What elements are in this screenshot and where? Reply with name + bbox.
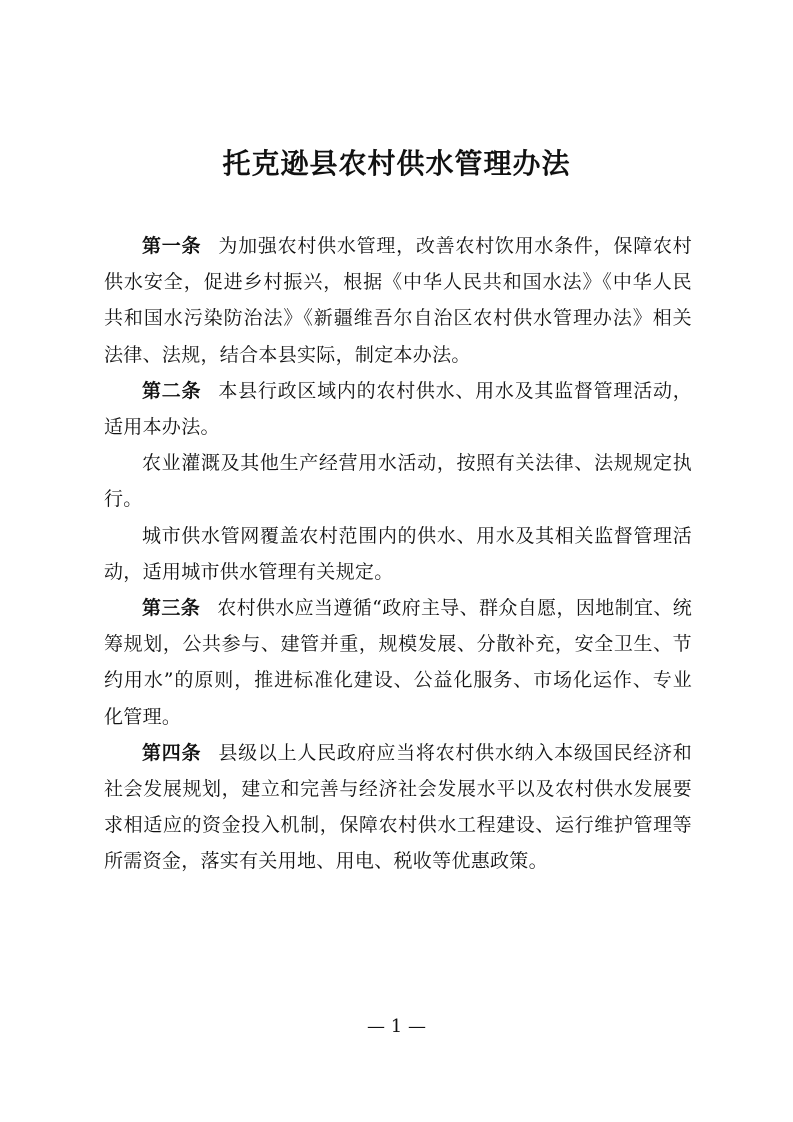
paragraph-text: 城市供水管网覆盖农村范围内的供水、用水及其相关监督管理活动，适用城市供水管理有关规定。: [104, 524, 692, 583]
paragraph-text: 农业灌溉及其他生产经营用水活动，按照有关法律、法规规定执行。: [104, 452, 692, 511]
paragraph-article-2: [104, 373, 692, 445]
article-number: 第一条: [142, 235, 202, 257]
paragraph-article-2-clause-2: [104, 445, 692, 517]
paragraph-article-1: [104, 228, 692, 373]
article-number: 第四条: [142, 741, 202, 764]
paragraph-text: 本县行政区域内的农村供水、用水及其监督管理活动，适用本办法。: [104, 379, 692, 439]
document-title: 托克逊县农村供水管理办法: [222, 147, 571, 180]
document-body: [104, 228, 692, 880]
paragraph-article-4: [104, 735, 692, 880]
paragraph-article-2-clause-3: [104, 518, 692, 590]
page-number: — 1 —: [367, 1016, 426, 1037]
article-number: 第三条: [142, 597, 201, 620]
paragraph-text: 为加强农村供水管理，改善农村饮用水条件，保障农村供水安全，促进乡村振兴，根据《中华人民共和国水法》《中华人民共和国水污染防治法》《新疆维吾尔自治区农村供水管理办法》相关法律、法规，结合本县实际，制定本办法。: [104, 235, 692, 366]
paragraph-text: 县级以上人民政府应当将农村供水纳入本级国民经济和社会发展规划，建立和完善与经济社会发展水平以及农村供水发展要求相适应的资金投入机制，保障农村供水工程建设、运行维护管理等所需资金，落实有关用地、用电、税收等优惠政策。: [104, 741, 692, 873]
paragraph-text: 农村供水应当遵循“政府主导、群众自愿，因地制宜、统筹规划，公共参与、建管并重，规模发展、分散补充，安全卫生、节约用水”的原则，推进标准化建设、公益化服务、市场化运作、专业化管理。: [104, 597, 693, 728]
article-number: 第二条: [142, 379, 202, 402]
paragraph-article-3: [104, 590, 692, 735]
